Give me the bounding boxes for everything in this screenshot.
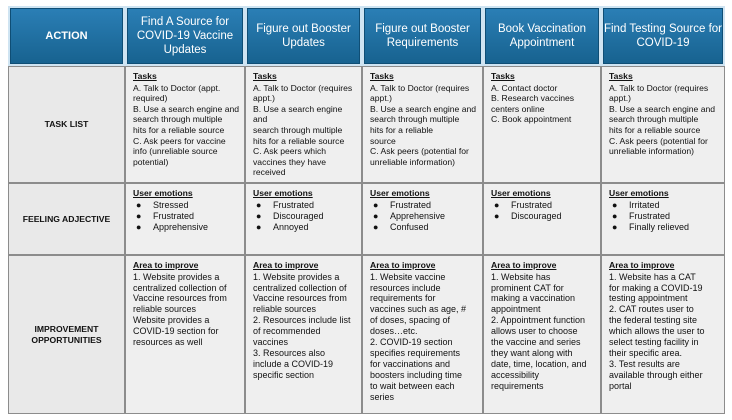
task-line: info (unreliable source — [133, 146, 218, 157]
improvement-cell — [125, 255, 245, 414]
improvement-line: 3. Resources also — [253, 347, 326, 358]
emotion-text: Frustrated — [273, 199, 315, 210]
improvement-line: specifies requirements — [370, 347, 461, 358]
emotion-item — [491, 211, 596, 222]
task-line: B. Use a search engine and — [370, 103, 477, 114]
section-title: User emotions — [491, 188, 551, 198]
section-title: Tasks — [253, 71, 277, 81]
improvement-line: resources as well — [133, 337, 203, 348]
improvement-line: for making a COVID-19 — [609, 282, 703, 293]
section-title: Tasks — [370, 71, 394, 81]
improvement-line: vaccines — [253, 337, 289, 348]
emotion-text: Frustrated — [629, 211, 671, 221]
bullet-icon: ● — [373, 222, 379, 233]
bullet-icon: ● — [612, 222, 618, 233]
improvement-line: 1. Website has a CAT — [609, 271, 696, 282]
improvement-line: reliable sources — [133, 304, 197, 315]
emotion-item — [609, 211, 720, 222]
task-line: hits for a reliable source — [133, 124, 225, 135]
task-line: C. Ask peers (potential for — [370, 146, 469, 157]
task-line: search through multiple — [370, 114, 460, 125]
task-line: A. Talk to Doctor (requires — [253, 82, 353, 93]
task-line: C. Ask peers for vaccine — [133, 135, 226, 146]
emotion-item — [491, 200, 596, 211]
emotion-cell — [245, 183, 362, 255]
journey-map-table — [8, 6, 725, 414]
task-line: B. Use a search engine and — [609, 103, 716, 114]
row-label-task-list: TASK LIST — [8, 66, 125, 183]
row-label-improvement — [8, 255, 125, 414]
emotion-item — [253, 222, 357, 233]
task-cell — [245, 66, 362, 183]
task-line: A. Contact doctor — [491, 82, 558, 93]
emotion-item — [609, 200, 720, 211]
bullet-icon: ● — [373, 199, 379, 210]
task-cell — [125, 66, 245, 183]
task-line: B. Research vaccines — [491, 93, 575, 104]
section-title: Area to improve — [133, 260, 199, 270]
improvement-line: Vaccine resources from — [253, 293, 347, 304]
emotion-text: Apprehensive — [390, 211, 446, 221]
emotion-item — [370, 200, 478, 211]
task-line: vaccines they have — [253, 156, 327, 167]
bullet-icon: ● — [256, 211, 262, 221]
task-line: search through multiple — [609, 114, 699, 125]
bullet-icon: ● — [136, 211, 142, 221]
task-list-row — [8, 66, 725, 183]
emotion-item — [370, 222, 478, 233]
improvement-line: testing appointment — [609, 293, 688, 304]
header-col-3: Figure out Booster Requirements — [362, 6, 483, 66]
task-line: unreliable information) — [370, 156, 456, 167]
header-action: ACTION — [8, 6, 125, 66]
row-label-improvement-line1: IMPROVEMENT — [34, 323, 99, 334]
emotion-list — [133, 200, 240, 234]
emotion-text: Discouraged — [273, 211, 324, 221]
bullet-icon: ● — [494, 211, 500, 221]
section-title: Tasks — [133, 71, 157, 81]
task-cell — [483, 66, 601, 183]
section-title: Tasks — [609, 71, 633, 81]
emotion-cell — [601, 183, 725, 255]
task-line: centers online — [491, 103, 545, 114]
improvement-line: making a vaccination — [491, 293, 576, 304]
improvement-line: 2. Resources include list — [253, 315, 351, 326]
task-line: search through multiple — [253, 124, 343, 135]
emotion-item — [609, 222, 720, 233]
task-line: search through multiple — [133, 114, 223, 125]
improvement-cell — [362, 255, 483, 414]
improvement-line: doses…etc. — [370, 326, 418, 337]
bullet-icon: ● — [612, 199, 618, 210]
bullet-icon: ● — [256, 222, 262, 233]
emotion-text: Annoyed — [273, 222, 309, 233]
section-title: Area to improve — [253, 260, 319, 270]
section-title: Area to improve — [370, 260, 436, 270]
bullet-icon: ● — [494, 199, 500, 210]
emotion-text: Irritated — [629, 199, 660, 210]
emotion-list — [370, 200, 478, 234]
task-line: hits for a reliable source — [609, 124, 701, 135]
task-line: appt.) — [370, 93, 392, 104]
bullet-icon: ● — [136, 222, 142, 233]
improvement-line: specific section — [253, 369, 315, 380]
task-line: hits for a reliable — [370, 124, 434, 135]
emotion-text: Apprehensive — [153, 222, 209, 233]
improvement-line: series — [370, 391, 395, 402]
improvement-line: 2. COVID-19 section — [370, 337, 453, 348]
improvement-line: of doses, spacing of — [370, 315, 451, 326]
task-line: B. Use a search engine and — [133, 103, 240, 114]
header-col-4: Book Vaccination Appointment — [483, 6, 601, 66]
section-title: User emotions — [609, 188, 669, 198]
improvement-line: 1. Website provides a — [253, 271, 340, 282]
improvement-line: vaccines such as age, # — [370, 304, 467, 315]
task-cell — [601, 66, 725, 183]
emotion-text: Frustrated — [153, 211, 195, 221]
header-col-1: Find A Source for COVID-19 Vaccine Updates — [125, 6, 245, 66]
improvement-line: to wait between each — [370, 380, 455, 391]
task-line: source — [370, 135, 396, 146]
emotion-list — [253, 200, 357, 234]
section-title: User emotions — [133, 188, 193, 198]
improvement-line: 1. Website has — [491, 271, 551, 282]
section-title: Area to improve — [609, 260, 675, 270]
emotion-list — [491, 200, 596, 223]
improvement-line: 2. CAT routes user to — [609, 304, 694, 315]
improvement-line: requirements — [491, 380, 544, 391]
improvement-line: 3. Test results are — [609, 358, 680, 369]
task-line: received — [253, 167, 286, 178]
section-title: Area to improve — [491, 260, 557, 270]
improvement-line: 1. Website vaccine — [370, 271, 446, 282]
task-line: unreliable information) — [609, 146, 695, 157]
task-line: C. Ask peers which — [253, 146, 327, 157]
improvement-cell — [601, 255, 725, 414]
improvement-line: which allows the user to — [609, 326, 705, 337]
emotion-item — [133, 211, 240, 222]
task-line: required) — [133, 93, 168, 104]
improvement-line: they want along with — [491, 347, 573, 358]
improvement-line: portal — [609, 380, 632, 391]
improvement-cell — [483, 255, 601, 414]
improvement-line: select testing facility in — [609, 337, 699, 348]
emotion-text: Stressed — [153, 199, 189, 210]
emotion-item — [253, 200, 357, 211]
improvement-line: the vaccine and series — [491, 337, 581, 348]
improvement-line: the federal testing site — [609, 315, 698, 326]
bullet-icon: ● — [256, 199, 262, 210]
section-title: User emotions — [370, 188, 430, 198]
emotion-cell — [483, 183, 601, 255]
task-line: A. Talk to Doctor (requires — [370, 82, 470, 93]
improvement-line: of recommended — [253, 326, 321, 337]
improvement-row — [8, 255, 725, 414]
emotion-cell — [125, 183, 245, 255]
improvement-line: COVID-19 section for — [133, 326, 219, 337]
improvement-line: boosters including time — [370, 369, 463, 380]
bullet-icon: ● — [373, 211, 379, 221]
task-line: B. Use a search engine and — [253, 103, 343, 125]
emotion-text: Discouraged — [511, 211, 562, 221]
improvement-line: available through either — [609, 369, 703, 380]
emotion-item — [370, 211, 478, 222]
emotion-item — [133, 222, 240, 233]
task-line: appt.) — [253, 93, 275, 104]
task-line: C. Book appointment — [491, 114, 572, 125]
emotion-text: Frustrated — [511, 199, 553, 210]
task-line: hits for a reliable source — [253, 135, 345, 146]
improvement-line: requirements for — [370, 293, 436, 304]
bullet-icon: ● — [136, 199, 142, 210]
emotion-text: Finally relieved — [629, 222, 690, 233]
row-label-feeling: FEELING ADJECTIVE — [8, 183, 125, 255]
section-title: Tasks — [491, 71, 515, 81]
task-line: appt.) — [609, 93, 631, 104]
improvement-line: reliable sources — [253, 304, 317, 315]
emotion-item — [133, 200, 240, 211]
header-col-5: Find Testing Source for COVID-19 — [601, 6, 725, 66]
improvement-line: for vaccinations and — [370, 358, 451, 369]
emotion-text: Confused — [390, 222, 429, 233]
improvement-line: 1. Website provides a — [133, 271, 220, 282]
improvement-line: accessibility — [491, 369, 540, 380]
task-line: potential) — [133, 156, 169, 167]
improvement-line: allows user to choose — [491, 326, 578, 337]
task-line: A. Talk to Doctor (requires — [609, 82, 709, 93]
improvement-line: include a COVID-19 — [253, 358, 334, 369]
section-title: User emotions — [253, 188, 313, 198]
bullet-icon: ● — [612, 211, 618, 221]
improvement-line: prominent CAT for — [491, 282, 564, 293]
improvement-line: their specific area. — [609, 347, 683, 358]
improvement-line: date, time, location, and — [491, 358, 587, 369]
task-line: C. Ask peers (potential for — [609, 135, 708, 146]
improvement-line: centralized collection of — [253, 282, 347, 293]
improvement-line: appointment — [491, 304, 541, 315]
task-cell — [362, 66, 483, 183]
improvement-line: Vaccine resources from — [133, 293, 227, 304]
improvement-cell — [245, 255, 362, 414]
emotion-cell — [362, 183, 483, 255]
task-line: A. Talk to Doctor (appt. — [133, 82, 221, 93]
emotion-text: Frustrated — [390, 199, 432, 210]
header-col-2: Figure out Booster Updates — [245, 6, 362, 66]
emotion-list — [609, 200, 720, 234]
improvement-line: Website provides a — [133, 315, 210, 326]
header-row — [8, 6, 725, 66]
improvement-line: resources include — [370, 282, 441, 293]
feeling-row — [8, 183, 725, 255]
emotion-item — [253, 211, 357, 222]
row-label-improvement-line2: OPPORTUNITIES — [31, 334, 102, 345]
improvement-line: 2. Appointment function — [491, 315, 586, 326]
improvement-line: centralized collection of — [133, 282, 227, 293]
